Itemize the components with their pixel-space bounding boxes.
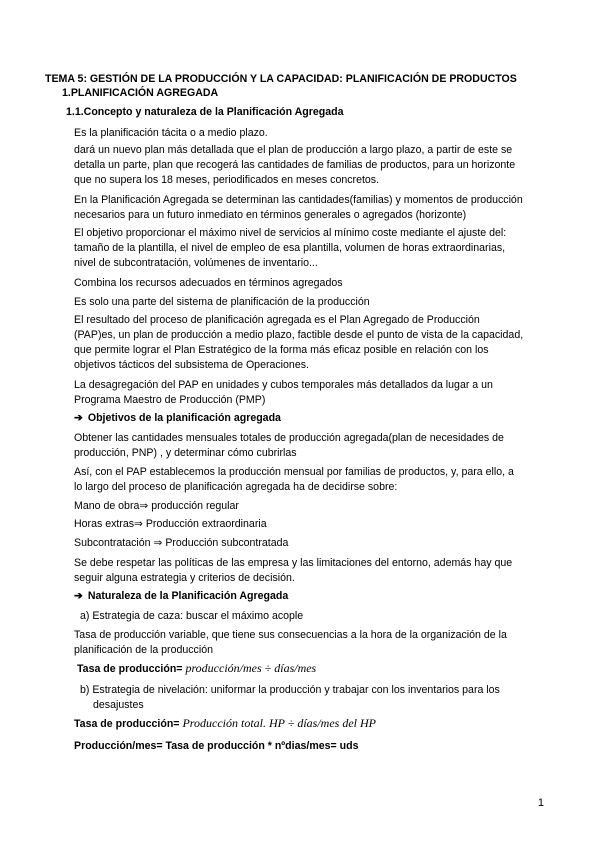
tasa-variable-l2: planificación de la producción	[74, 644, 213, 656]
concept-p4-l1: El objetivo proporcionar el máximo nivel de servicios al mínimo coste mediante el ajuste del:	[74, 227, 507, 239]
strategy-b-l2: desajustes	[93, 699, 144, 711]
decision-subcontratacion: Subcontratación ⇒ Producción subcontratada	[74, 537, 289, 549]
concept-p2-l2: detalla un parte, plan que recogerá las cantidades de familias de productos, para un horizonte	[74, 159, 516, 171]
decision-mano-de-obra: Mano de obra⇒ producción regular	[74, 500, 239, 512]
concept-p7-l3: que permite lograr el Plan Estratégico de la forma más eficaz posible en relación con los	[74, 344, 489, 356]
concept-p2-l1: dará un nuevo plan más detallada que el plan de producción a largo plazo, a partir de este se	[74, 144, 513, 156]
formula-2-expression: Producción total. HP ÷ días/mes del HP	[182, 716, 377, 730]
formula-1	[77, 661, 316, 677]
heading-objetivos	[74, 411, 281, 426]
heading-naturaleza-text: Naturaleza de la Planificación Agregada	[87, 590, 289, 602]
concept-p8-l1: La desagregación del PAP en unidades y cubos temporales más detallados da lugar a un	[74, 379, 493, 391]
objetivos-p2-l2: lo largo del proceso de planificación agregada ha de decidirse sobre:	[74, 481, 398, 493]
concept-p7-l4: objetivos tácticos del subsistema de Operaciones.	[74, 359, 309, 371]
arrow-right-icon: ➔	[74, 590, 83, 602]
objetivos-p1-l2: producción, PNP) , y determinar cómo cubrirlas	[74, 447, 297, 459]
tasa-variable-l1: Tasa de producción variable, que tiene sus consecuencias a la hora de la organización de la	[74, 629, 507, 641]
formula-1-label: Tasa de producción=	[77, 663, 183, 675]
formula-3: Producción/mes= Tasa de producción * nºdias/mes= uds	[74, 740, 359, 752]
concept-p4-l2: tamaño de la plantilla, el nivel de empleo de esa plantilla, volumen de horas extraordinarias,	[74, 242, 506, 254]
objetivos-p2-l1: Así, con el PAP establecemos la producción mensual por familias de productos, y, para ello, a	[74, 466, 514, 478]
concept-p7-l1: El resultado del proceso de planificación agregada es el Plan Agregado de Producción	[74, 314, 480, 326]
concept-p4-l3: nivel de subcontratación, volúmenes de inventario...	[74, 257, 318, 269]
concept-p5-l1: Combina los recursos adecuados en términos agregados	[74, 277, 343, 289]
heading-naturaleza	[74, 589, 288, 604]
document-title: TEMA 5: GESTIÓN DE LA PRODUCCIÓN Y LA CAPACIDAD: PLANIFICACIÓN DE PRODUCTOS	[45, 73, 517, 85]
objetivos-p1-l1: Obtener las cantidades mensuales totales de producción agregada(plan de necesidades de	[74, 432, 504, 444]
section-heading-concepto: 1.1.Concepto y naturaleza de la Planificación Agregada	[66, 106, 344, 118]
concept-p6-l1: Es solo una parte del sistema de planificación de la producción	[74, 296, 370, 308]
concept-p2-l3: que no supera los 18 meses, periodificados en meses concretos.	[74, 174, 380, 186]
politicas-l1: Se debe respetar las políticas de las empresa y las limitaciones del entorno, además hay que	[74, 557, 513, 569]
strategy-a: a) Estrategia de caza: buscar el máximo acople	[80, 610, 304, 622]
formula-2-label: Tasa de producción=	[74, 718, 180, 730]
politicas-l2: seguir alguna estrategia y criterios de decisión.	[74, 572, 295, 584]
page-number: 1	[537, 797, 544, 809]
chapter-heading: 1.PLANIFICACIÓN AGREGADA	[62, 87, 219, 99]
concept-p3-l2: necesarios para un futuro inmediato en términos generales o agregados (horizonte)	[74, 209, 467, 221]
concept-p1-l1: Es la planificación tácita o a medio plazo.	[74, 127, 268, 139]
concept-p3-l1: En la Planificación Agregada se determinan las cantidades(familias) y momentos de producción	[74, 194, 523, 206]
concept-p8-l2: Programa Maestro de Producción (PMP)	[74, 394, 266, 406]
concept-p7-l2: (PAP)es, un plan de producción a medio plazo, factible desde el punto de vista de la capacidad,	[74, 329, 524, 341]
formula-2	[74, 716, 376, 732]
formula-1-expression: producción/mes ÷ días/mes	[185, 661, 317, 675]
strategy-b-l1: b) Estrategia de nivelación: uniformar la producción y trabajar con los inventarios para los	[80, 684, 500, 696]
heading-objetivos-text: Objetivos de la planificación agregada	[87, 412, 281, 424]
arrow-right-icon: ➔	[74, 412, 83, 424]
decision-horas-extras: Horas extras⇒ Producción extraordinaria	[74, 518, 267, 530]
